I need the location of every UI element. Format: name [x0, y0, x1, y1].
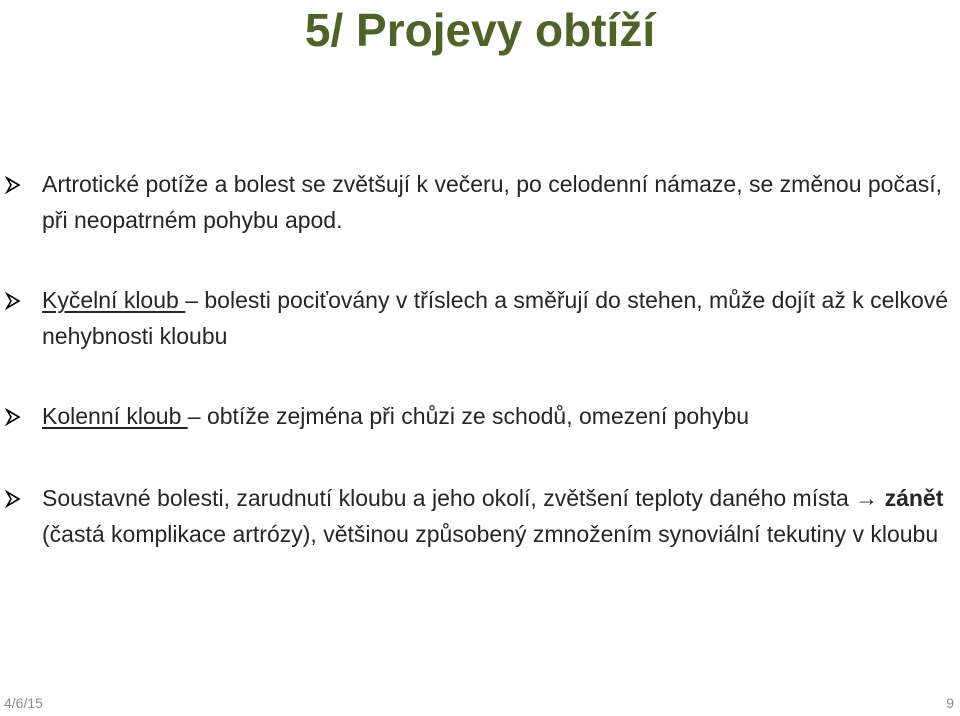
bullet-text: Artrotické potíže a bolest se zvětšují k večeru, po celodenní námaze, se změnou počasí, při neopatrném pohybu apod.	[42, 171, 943, 233]
bullet-text	[42, 398, 954, 434]
bullet-text	[42, 480, 954, 552]
bullet-text-after: (častá komplikace artrózy), většinou způsobený zmnožením synoviální tekutiny v kloubu	[42, 521, 939, 547]
arrowhead-bullet-icon	[2, 398, 24, 434]
footer-date: 4/6/15	[4, 695, 43, 711]
footer-page-number: 9	[946, 695, 954, 711]
bullet-term: Kyčelní kloub	[42, 287, 186, 313]
bullet-description: – bolesti pociťovány v tříslech a směřují do stehen, může dojít až k celkové nehybnosti kloubu	[42, 287, 949, 349]
arrowhead-bullet-icon	[2, 480, 24, 516]
bullet-text-before: Soustavné bolesti, zarudnutí kloubu a jeho okolí, zvětšení teploty daného místa →	[42, 485, 885, 511]
slide-title: 5/ Projevy obtíží	[304, 4, 656, 56]
bullet-emphasis: zánět	[884, 485, 944, 511]
arrowhead-bullet-icon	[2, 166, 24, 202]
bullet-term: Kolenní kloub	[42, 403, 188, 429]
bullet-description: – obtíže zejména při chůzi ze schodů, omezení pohybu	[187, 403, 750, 429]
bullet-text	[42, 282, 954, 354]
arrowhead-bullet-icon	[2, 282, 24, 318]
